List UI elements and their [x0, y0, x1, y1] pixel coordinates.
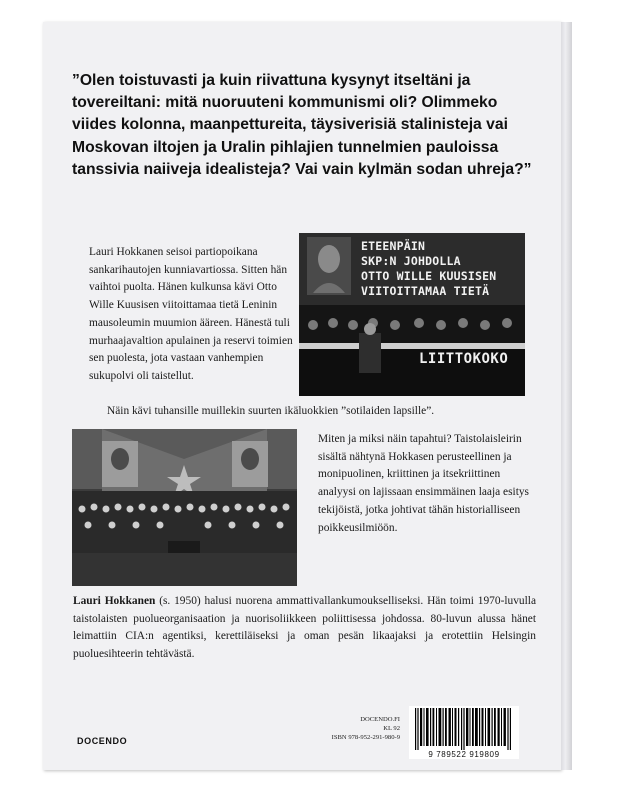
- author-name: Lauri Hokkanen: [73, 595, 156, 607]
- rally-photo-art: [72, 429, 297, 586]
- analysis-paragraph: Miten ja miksi näin tapahtui? Taistolaisleirin sisältä nähtynä Hokkasen perusteellinen ja monipuolinen, kriittinen ja itsekriittinen analyysi on lajissaan ensimmäinen laaja esitys tekijöistä, jotka johtivat tähän historialliseen poikkeusilmiöön.: [318, 433, 529, 534]
- publisher-logo: DOCENDO: [77, 736, 128, 746]
- back-cover-quote: ”Olen toistuvasti ja kuin riivattuna kysynyt itseltäni ja tovereiltani: mitä nuoruuteni kommunismi oli? Olimmeko viides kolonna, maanpettureita, täysiverisiä stalinisteja vai Moskovan iltojen ja Uralin pihlajien tunnelmien pauloissa tanssivia naiiveja idealisteja? Vai vain kylmän sodan uhreja?”: [72, 72, 532, 178]
- congress-banner-bottom: LIITTOKOKO: [419, 351, 509, 367]
- barcode-bars: [409, 706, 519, 750]
- congress-banner-text: [361, 239, 521, 299]
- isbn-barcode: [409, 706, 519, 750]
- colophon: [290, 716, 400, 742]
- banner-line: SKP:N JOHDOLLA: [361, 254, 461, 268]
- rally-photo: [72, 429, 297, 586]
- banner-line: ETEENPÄIN: [361, 239, 426, 253]
- author-bio-paragraph: [73, 593, 536, 664]
- banner-line: OTTO WILLE KUUSISEN: [361, 269, 497, 283]
- library-classification: KL 92: [383, 724, 400, 732]
- closing-line-paragraph: Näin kävi tuhansille muillekin suurten ikäluokkien ”sotilaiden lapsille”.: [107, 405, 435, 417]
- isbn-number: ISBN 978-952-291-980-9: [331, 733, 400, 741]
- publisher-website: DOCENDO.FI: [360, 716, 400, 723]
- barcode-digits: 9 789522 919809: [409, 750, 519, 759]
- author-bio-text: (s. 1950) halusi nuorena ammattivallankumoukselliseksi. Hän toimi 1970-luvulla taistolaisten puolueorganisaation ja nuorisoliikkeen poliittisessa johdossa. 80-luvun alussa hänet leimattiin CIA:n agentiksi, kerettiläiseksi ja oman pesän likaajaksi ja erotettiin Helsingin puoluesihteerin tehtävästä.: [73, 595, 536, 661]
- banner-line: VIITOITTAMAA TIETÄ: [361, 284, 490, 298]
- intro-paragraph: Lauri Hokkanen seisoi partiopoikana sankarihautojen kunniavartiossa. Sitten hän vaihtoi puolta. Hänen kulkunsa kävi Otto Wille Kuusisen viitoittamaa tietä Leninin mausoleumin muumion ääreen. Hänestä tuli murhaajavaltion apulainen ja reservi toimien sen puolesta, jota vastaan vanhempien sukupolvi oli taistellut.: [89, 246, 293, 382]
- congress-photo: [299, 233, 525, 396]
- book-spine: [561, 22, 572, 770]
